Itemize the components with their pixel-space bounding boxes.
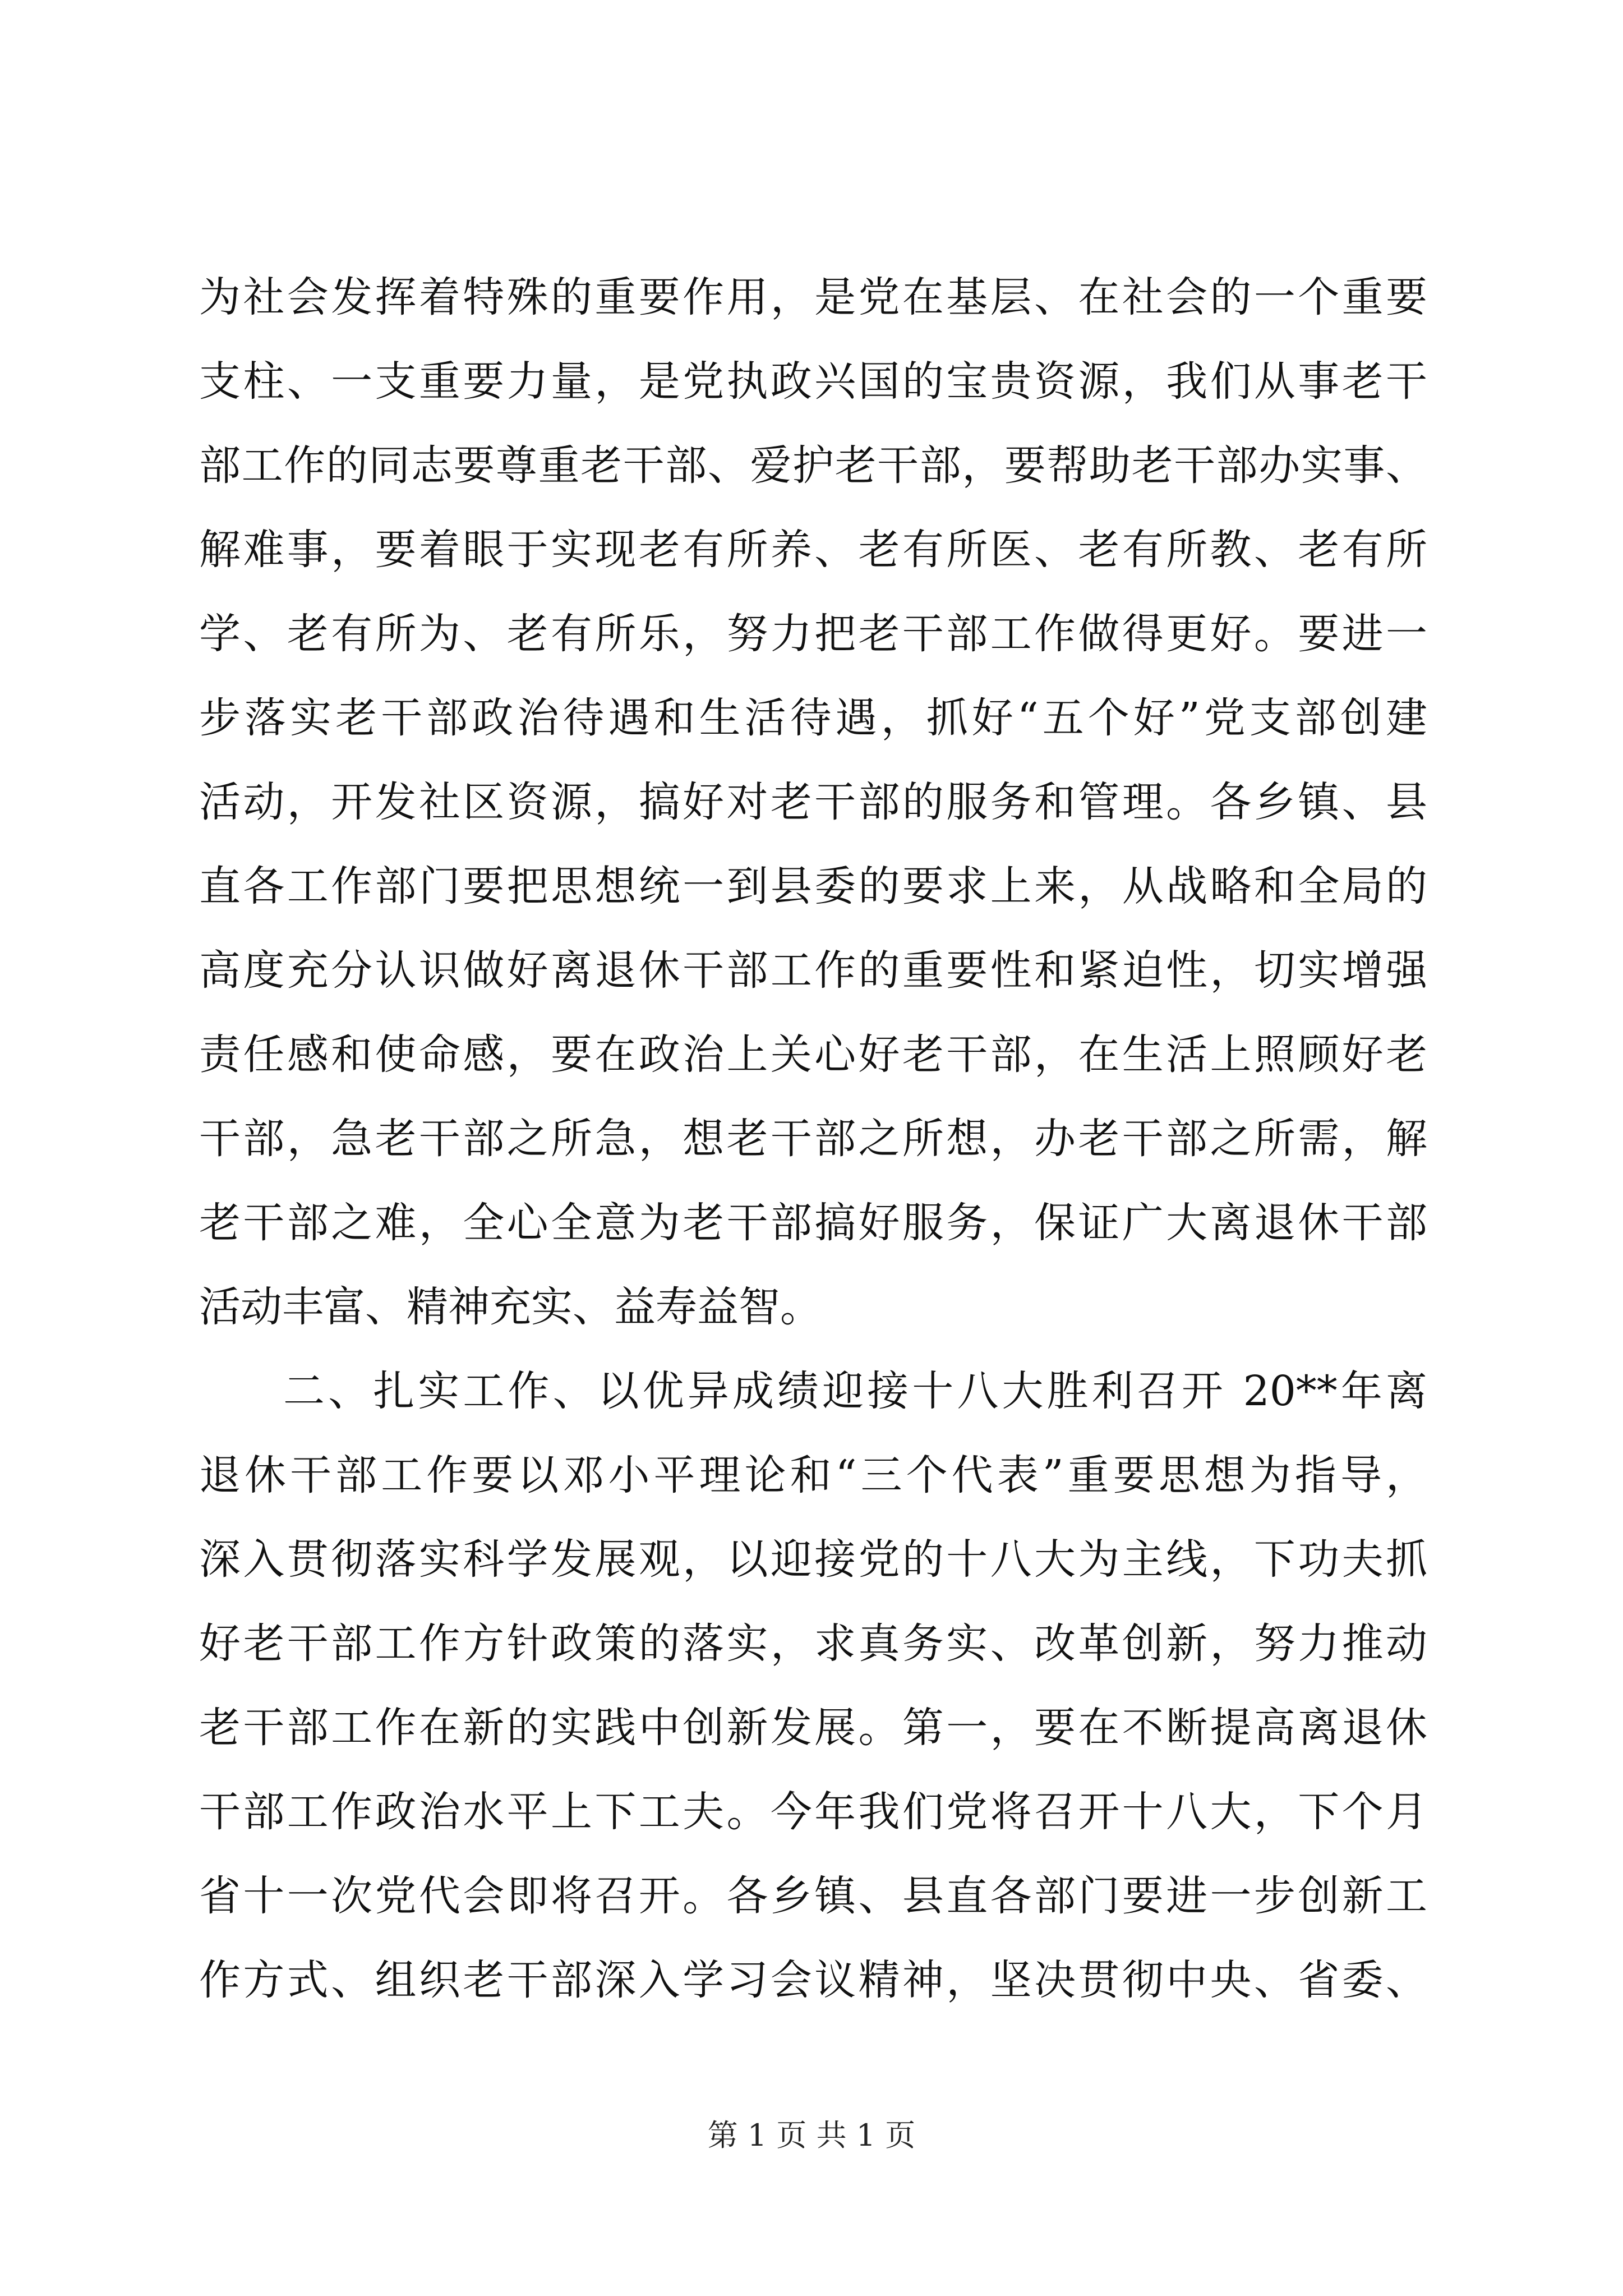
body-line-5: 学、老有所为、老有所乐，努力把老干部工作做得更好。要进一 xyxy=(199,610,1427,658)
body-line-18: 老干部工作在新的实践中创新发展。第一，要在不断提高离退休 xyxy=(199,1704,1427,1752)
body-line-7: 活动，开发社区资源，搞好对老干部的服务和管理。各乡镇、县 xyxy=(199,778,1427,826)
body-line-13: 活动丰富、精神充实、益寿益智。 xyxy=(199,1283,822,1331)
body-line-2: 支柱、一支重要力量，是党执政兴国的宝贵资源，我们从事老干 xyxy=(199,357,1427,406)
body-line-20: 省十一次党代会即将召开。各乡镇、县直各部门要进一步创新工 xyxy=(199,1872,1427,1920)
body-line-19: 干部工作政治水平上下工夫。今年我们党将召开十八大，下个月 xyxy=(199,1788,1427,1836)
body-line-8: 直各工作部门要把思想统一到县委的要求上来，从战略和全局的 xyxy=(199,862,1427,910)
body-line-16: 深入贯彻落实科学发展观，以迎接党的十八大为主线，下功夫抓 xyxy=(199,1535,1427,1584)
body-line-4: 解难事，要着眼于实现老有所养、老有所医、老有所教、老有所 xyxy=(199,526,1427,574)
body-line-21: 作方式、组织老干部深入学习会议精神，坚决贯彻中央、省委、 xyxy=(199,1956,1427,2004)
body-line-17: 好老干部工作方针政策的落实，求真务实、改革创新，努力推动 xyxy=(199,1619,1427,1668)
body-line-10: 责任感和使命感，要在政治上关心好老干部，在生活上照顾好老 xyxy=(199,1030,1427,1079)
body-line-12: 老干部之难，全心全意为老干部搞好服务，保证广大离退休干部 xyxy=(199,1199,1427,1247)
body-line-1: 为社会发挥着特殊的重要作用，是党在基层、在社会的一个重要 xyxy=(199,273,1427,321)
body-line-15: 退休干部工作要以邓小平理论和“三个代表”重要思想为指导， xyxy=(199,1451,1427,1499)
body-line-14: 二、扎实工作、以优异成绩迎接十八大胜利召开 20**年离 xyxy=(283,1367,1427,1415)
body-line-11: 干部，急老干部之所急，想老干部之所想，办老干部之所需，解 xyxy=(199,1115,1427,1163)
page-footer: 第 1 页 共 1 页 xyxy=(707,2118,916,2153)
body-line-9: 高度充分认识做好离退休干部工作的重要性和紧迫性，切实增强 xyxy=(199,946,1427,995)
body-line-3: 部工作的同志要尊重老干部、爱护老干部，要帮助老干部办实事、 xyxy=(199,441,1427,490)
body-line-6: 步落实老干部政治待遇和生活待遇，抓好“五个好”党支部创建 xyxy=(199,694,1427,742)
